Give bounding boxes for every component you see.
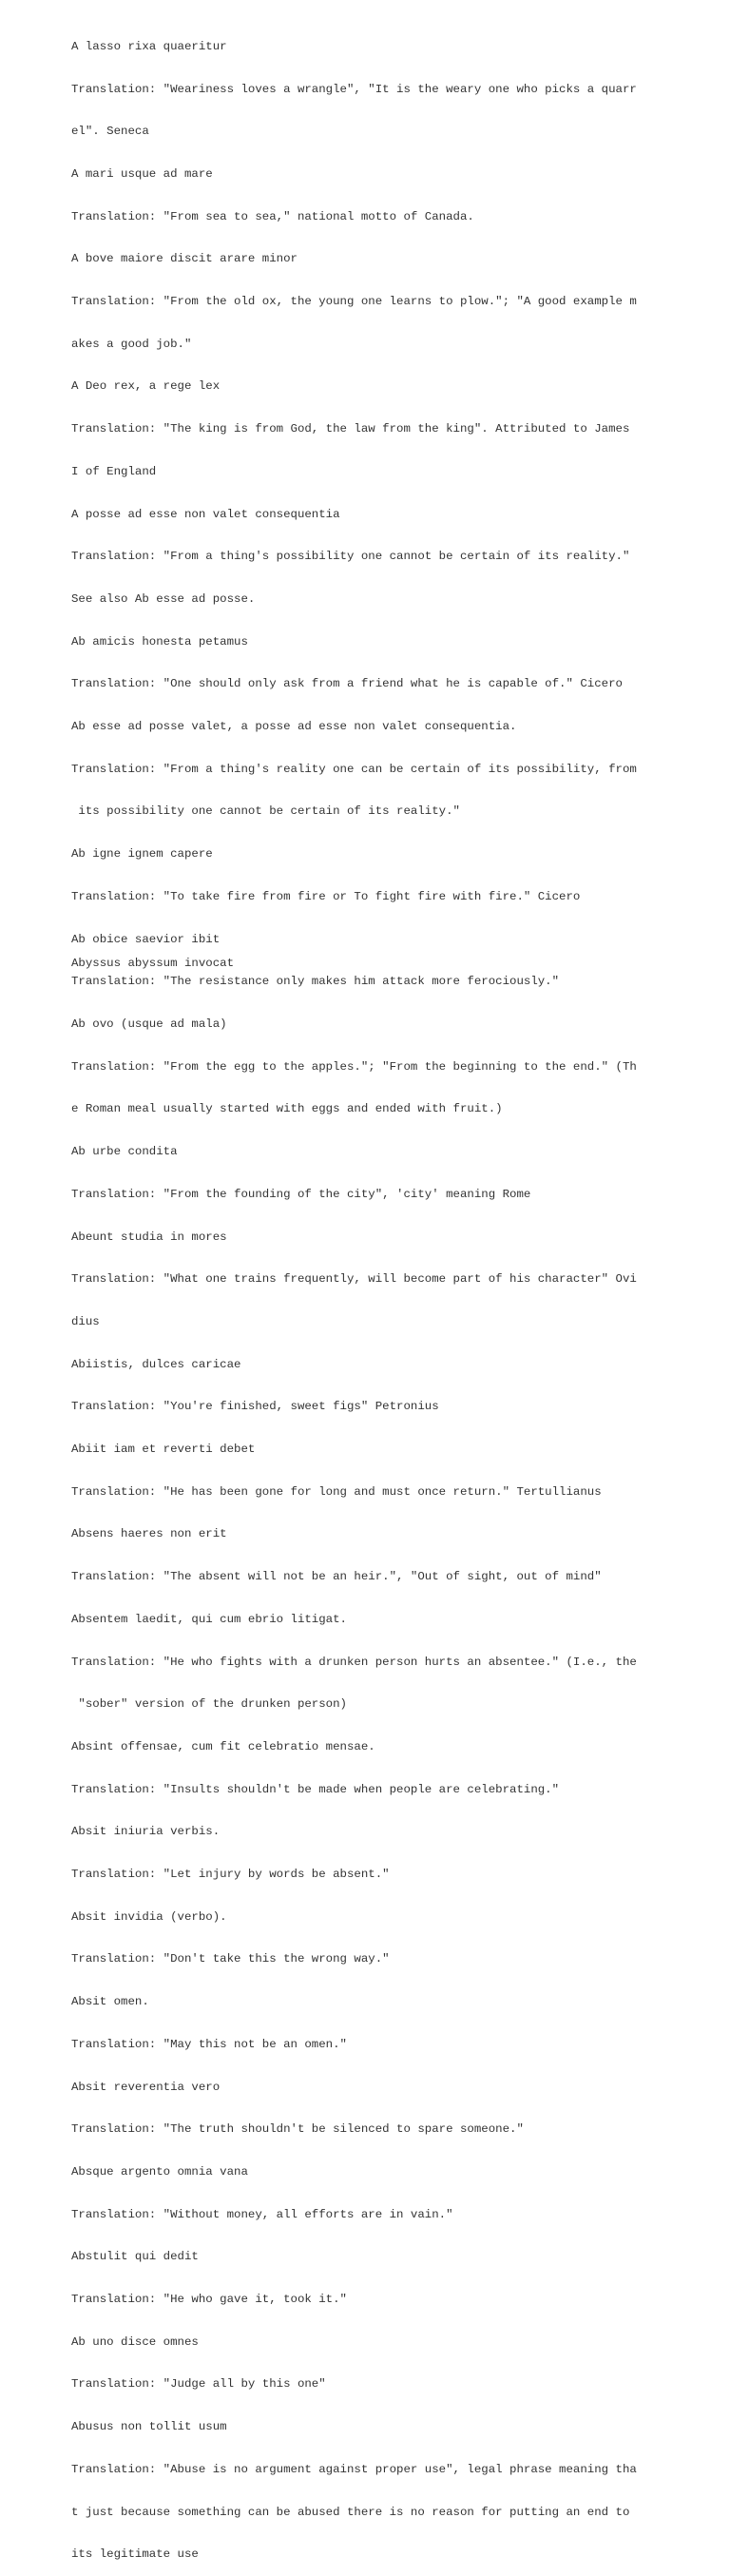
- text-line: Translation: "He who gave it, took it.": [71, 2293, 347, 2307]
- text-line: See also Ab esse ad posse.: [71, 591, 256, 606]
- text-line: Ab ovo (usque ad mala): [71, 1017, 227, 1031]
- text-line: its possibility one cannot be certain of its reality.": [71, 804, 460, 819]
- text-line: Absentem laedit, qui cum ebrio litigat.: [71, 1612, 347, 1626]
- text-line: A lasso rixa quaeritur: [71, 39, 227, 53]
- text-line: A bove maiore discit arare minor: [71, 252, 298, 266]
- text-line: Abusus non tollit usum: [71, 2420, 227, 2434]
- text-line: Translation: "One should only ask from a friend what he is capable of." Cicero: [71, 677, 623, 691]
- text-line: Ab uno disce omnes: [71, 2334, 199, 2349]
- text-line: Translation: "Judge all by this one": [71, 2377, 326, 2392]
- text-line: Translation: "Don't take this the wrong way.": [71, 1952, 390, 1966]
- text-line: Translation: "What one trains frequently, will become part of his character" Ovi: [71, 1272, 637, 1287]
- text-line: its legitimate use: [71, 2547, 199, 2562]
- text-line: Ab obice saevior ibit: [71, 932, 221, 946]
- text-line: Translation: "The king is from God, the law from the king". Attributed to James: [71, 422, 630, 436]
- text-line: Translation: "Weariness loves a wrangle", "It is the weary one who picks a quarr: [71, 82, 637, 96]
- text-line: Translation: "From a thing's reality one can be certain of its possibility, from: [71, 762, 637, 776]
- text-line: Translation: "From a thing's possibility one cannot be certain of its reality.": [71, 550, 630, 564]
- text-line: Abstulit qui dedit: [71, 2250, 199, 2264]
- text-line: e Roman meal usually started with eggs and ended with fruit.): [71, 1102, 503, 1116]
- text-line: Translation: "From the egg to the apples."; "From the beginning to the end." (Th: [71, 1059, 637, 1074]
- text-line: Translation: "The truth shouldn't be silenced to spare someone.": [71, 2122, 524, 2137]
- text-line: A Deo rex, a rege lex: [71, 379, 221, 394]
- text-line: Ab igne ignem capere: [71, 847, 213, 862]
- text-line: Translation: "He who fights with a drunken person hurts an absentee." (I.e., the: [71, 1655, 637, 1669]
- text-line: Translation: "Without money, all efforts are in vain.": [71, 2207, 453, 2221]
- text-line: A mari usque ad mare: [71, 166, 213, 181]
- text-line: Absit reverentia vero: [71, 2080, 221, 2094]
- text-line: Ab urbe condita: [71, 1145, 178, 1159]
- document-body: [71, 11, 718, 2576]
- text-line: Absens haeres non erit: [71, 1527, 227, 1541]
- text-line: Abeunt studia in mores: [71, 1230, 227, 1244]
- text-line: Translation: "To take fire from fire or To fight fire with fire." Cicero: [71, 889, 581, 903]
- text-line: Translation: "You're finished, sweet figs" Petronius: [71, 1400, 439, 1414]
- text-line: Ab amicis honesta petamus: [71, 634, 248, 649]
- text-line: akes a good job.": [71, 337, 192, 351]
- text-line: Absque argento omnia vana: [71, 2164, 248, 2179]
- text-line: I of England: [71, 464, 157, 478]
- text-line: Abiistis, dulces caricae: [71, 1357, 241, 1371]
- text-line: Translation: "From sea to sea," national motto of Canada.: [71, 209, 474, 223]
- text-line: Absit iniuria verbis.: [71, 1825, 221, 1839]
- text-line: t just because something can be abused there is no reason for putting an end to: [71, 2505, 630, 2519]
- text-line: Translation: "The absent will not be an heir.", "Out of sight, out of mind": [71, 1570, 602, 1584]
- text-line: Translation: "Insults shouldn't be made when people are celebrating.": [71, 1782, 560, 1796]
- text-line: Absit omen.: [71, 1995, 149, 2009]
- text-line: Ab esse ad posse valet, a posse ad esse non valet consequentia.: [71, 720, 517, 734]
- text-line: el". Seneca: [71, 125, 149, 139]
- page-bottom-entry: Abyssus abyssum invocat: [71, 957, 235, 970]
- text-line: Absit invidia (verbo).: [71, 1909, 227, 1924]
- text-line: dius: [71, 1314, 100, 1328]
- text-line: Translation: "The resistance only makes him attack more ferociously.": [71, 975, 560, 989]
- text-line: Absint offensae, cum fit celebratio mensae.: [71, 1739, 375, 1753]
- text-line: Translation: "Let injury by words be absent.": [71, 1868, 390, 1882]
- text-line: Abiit iam et reverti debet: [71, 1443, 256, 1457]
- text-line: Translation: "From the founding of the city", 'city' meaning Rome: [71, 1187, 531, 1201]
- text-line: Translation: "Abuse is no argument against proper use", legal phrase meaning tha: [71, 2462, 637, 2476]
- text-line: Translation: "May this not be an omen.": [71, 2037, 347, 2051]
- text-line: Translation: "He has been gone for long and must once return." Tertullianus: [71, 1484, 602, 1499]
- text-line: A posse ad esse non valet consequentia: [71, 507, 340, 521]
- text-line: "sober" version of the drunken person): [71, 1697, 347, 1712]
- text-line: Translation: "From the old ox, the young one learns to plow."; "A good example m: [71, 295, 637, 309]
